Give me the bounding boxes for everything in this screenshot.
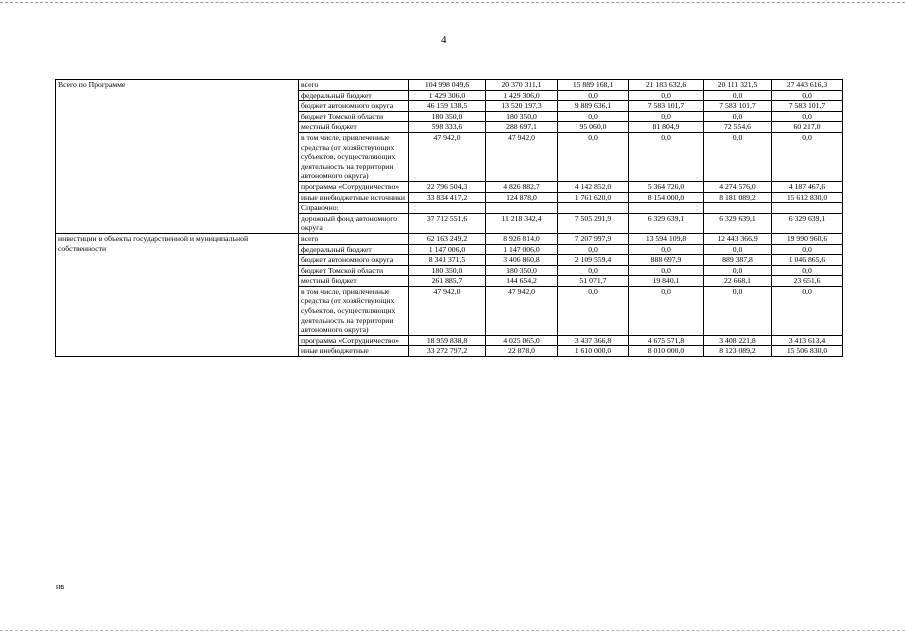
value-cell: 0,0 <box>704 111 772 122</box>
value-cell: 47 942,0 <box>486 132 558 181</box>
value-cell <box>629 203 704 214</box>
value-cell <box>409 203 486 214</box>
value-cell: 7 583 101,7 <box>704 101 772 112</box>
row-label: местный бюджет <box>299 122 409 133</box>
value-cell: 22 796 504,3 <box>409 181 486 192</box>
value-cell: 72 554,6 <box>704 122 772 133</box>
value-cell: 0,0 <box>558 90 629 101</box>
value-cell: 20 370 311,1 <box>486 80 558 91</box>
value-cell: 18 959 838,8 <box>409 335 486 346</box>
value-cell: 0,0 <box>629 286 704 335</box>
value-cell: 11 218 342,4 <box>486 213 558 233</box>
row-label: бюджет Томской области <box>299 111 409 122</box>
value-cell: 21 183 632,6 <box>629 80 704 91</box>
value-cell: 0,0 <box>704 265 772 276</box>
value-cell: 1 147 006,0 <box>409 244 486 255</box>
value-cell: 15 506 830,0 <box>772 346 843 357</box>
value-cell: 22 878,0 <box>486 346 558 357</box>
value-cell: 0,0 <box>629 265 704 276</box>
value-cell: 62 163 249,2 <box>409 233 486 244</box>
value-cell: 2 109 559,4 <box>558 255 629 266</box>
value-cell: 4 142 852,0 <box>558 181 629 192</box>
value-cell: 0,0 <box>629 244 704 255</box>
value-cell: 7 583 101,7 <box>772 101 843 112</box>
value-cell: 1 429 306,0 <box>486 90 558 101</box>
value-cell: 95 060,0 <box>558 122 629 133</box>
value-cell: 81 804,9 <box>629 122 704 133</box>
value-cell: 0,0 <box>704 286 772 335</box>
value-cell: 1 610 000,0 <box>558 346 629 357</box>
value-cell: 888 697,9 <box>629 255 704 266</box>
value-cell: 8 010 000,0 <box>629 346 704 357</box>
value-cell: 22 668,1 <box>704 276 772 287</box>
value-cell: 0,0 <box>772 265 843 276</box>
value-cell: 4 675 571,8 <box>629 335 704 346</box>
row-label: Справочно: <box>299 203 409 214</box>
value-cell: 8 341 371,5 <box>409 255 486 266</box>
value-cell: 7 207 997,9 <box>558 233 629 244</box>
value-cell: 0,0 <box>772 111 843 122</box>
value-cell: 8 926 814,0 <box>486 233 558 244</box>
row-label: иные внебюджетные источники <box>299 192 409 203</box>
page-number: 4 <box>441 34 447 46</box>
value-cell: 0,0 <box>629 90 704 101</box>
value-cell: 3 408 221,8 <box>704 335 772 346</box>
value-cell: 180 350,0 <box>409 265 486 276</box>
value-cell: 0,0 <box>704 244 772 255</box>
value-cell: 8 181 089,2 <box>704 192 772 203</box>
row-label: в том числе, привлеченные средства (от хозяйствующих субъектов, осуществляющих деятельность на территории автономного округа) <box>299 132 409 181</box>
value-cell: 15 612 830,0 <box>772 192 843 203</box>
value-cell: 13 520 197,3 <box>486 101 558 112</box>
footer-mark: нв <box>56 582 65 591</box>
value-cell: 6 329 639,1 <box>772 213 843 233</box>
value-cell <box>772 203 843 214</box>
value-cell: 37 712 551,6 <box>409 213 486 233</box>
value-cell: 889 387,8 <box>704 255 772 266</box>
row-label: бюджет автономного округа <box>299 255 409 266</box>
value-cell: 4 826 882,7 <box>486 181 558 192</box>
table-body <box>56 80 843 357</box>
value-cell: 3 413 613,4 <box>772 335 843 346</box>
value-cell: 180 350,0 <box>486 265 558 276</box>
row-label: в том числе, привлеченные средства (от хозяйствующих субъектов, осуществляющих деятельность на территории автономного округа) <box>299 286 409 335</box>
value-cell: 0,0 <box>704 132 772 181</box>
value-cell: 47 942,0 <box>409 132 486 181</box>
value-cell: 1 429 306,0 <box>409 90 486 101</box>
row-label: бюджет Томской области <box>299 265 409 276</box>
row-label: дорожный фонд автономного округа <box>299 213 409 233</box>
value-cell: 180 350,0 <box>486 111 558 122</box>
value-cell: 9 889 636,1 <box>558 101 629 112</box>
value-cell <box>486 203 558 214</box>
section-title: инвестиции в объекты государственной и муниципальной собственности <box>56 233 299 356</box>
row-label: иные внебюджетные <box>299 346 409 357</box>
row-label: бюджет автономного округа <box>299 101 409 112</box>
value-cell: 0,0 <box>558 244 629 255</box>
value-cell: 261 885,7 <box>409 276 486 287</box>
value-cell: 0,0 <box>558 265 629 276</box>
value-cell: 144 654,2 <box>486 276 558 287</box>
row-label: федеральный бюджет <box>299 244 409 255</box>
table-row <box>56 80 843 91</box>
value-cell: 33 272 797,2 <box>409 346 486 357</box>
value-cell: 8 123 089,2 <box>704 346 772 357</box>
budget-table <box>55 79 843 357</box>
value-cell: 8 154 000,0 <box>629 192 704 203</box>
value-cell: 15 889 168,1 <box>558 80 629 91</box>
value-cell: 180 350,0 <box>409 111 486 122</box>
value-cell: 4 187 467,6 <box>772 181 843 192</box>
row-label: всего <box>299 233 409 244</box>
row-label: программа «Сотрудничество» <box>299 335 409 346</box>
table-row <box>56 233 843 244</box>
value-cell: 46 159 138,5 <box>409 101 486 112</box>
value-cell: 60 217,0 <box>772 122 843 133</box>
value-cell: 0,0 <box>629 111 704 122</box>
value-cell: 1 046 865,6 <box>772 255 843 266</box>
value-cell: 0,0 <box>772 244 843 255</box>
value-cell: 3 406 860,8 <box>486 255 558 266</box>
section-title: Всего по Программе <box>56 80 299 234</box>
scan-edge-top <box>0 2 905 3</box>
value-cell: 0,0 <box>558 286 629 335</box>
value-cell: 19 840,1 <box>629 276 704 287</box>
value-cell: 104 998 049,6 <box>409 80 486 91</box>
value-cell: 6 329 639,1 <box>704 213 772 233</box>
value-cell: 51 071,7 <box>558 276 629 287</box>
value-cell: 0,0 <box>772 286 843 335</box>
row-label: местный бюджет <box>299 276 409 287</box>
value-cell: 0,0 <box>558 111 629 122</box>
value-cell: 33 834 417,2 <box>409 192 486 203</box>
value-cell: 47 942,0 <box>409 286 486 335</box>
value-cell: 27 443 616,3 <box>772 80 843 91</box>
scan-edge-bottom <box>0 630 905 631</box>
value-cell: 4 025 065,0 <box>486 335 558 346</box>
value-cell: 0,0 <box>629 132 704 181</box>
value-cell: 7 583 101,7 <box>629 101 704 112</box>
value-cell: 598 333,6 <box>409 122 486 133</box>
value-cell: 124 878,0 <box>486 192 558 203</box>
value-cell: 3 437 366,8 <box>558 335 629 346</box>
value-cell: 20 111 321,5 <box>704 80 772 91</box>
row-label: программа «Сотрудничество» <box>299 181 409 192</box>
value-cell: 13 594 109,8 <box>629 233 704 244</box>
value-cell: 6 329 639,1 <box>629 213 704 233</box>
value-cell: 1 761 620,0 <box>558 192 629 203</box>
value-cell: 0,0 <box>704 90 772 101</box>
value-cell: 1 147 006,0 <box>486 244 558 255</box>
row-label: федеральный бюджет <box>299 90 409 101</box>
row-label: всего <box>299 80 409 91</box>
value-cell: 0,0 <box>558 132 629 181</box>
value-cell <box>704 203 772 214</box>
value-cell: 0,0 <box>772 90 843 101</box>
value-cell: 5 364 726,0 <box>629 181 704 192</box>
value-cell: 7 505 291,9 <box>558 213 629 233</box>
value-cell: 4 274 576,0 <box>704 181 772 192</box>
value-cell: 0,0 <box>772 132 843 181</box>
value-cell: 12 443 366,9 <box>704 233 772 244</box>
value-cell: 23 651,6 <box>772 276 843 287</box>
value-cell: 47 942,0 <box>486 286 558 335</box>
value-cell: 288 697,1 <box>486 122 558 133</box>
value-cell: 19 990 960,6 <box>772 233 843 244</box>
value-cell <box>558 203 629 214</box>
